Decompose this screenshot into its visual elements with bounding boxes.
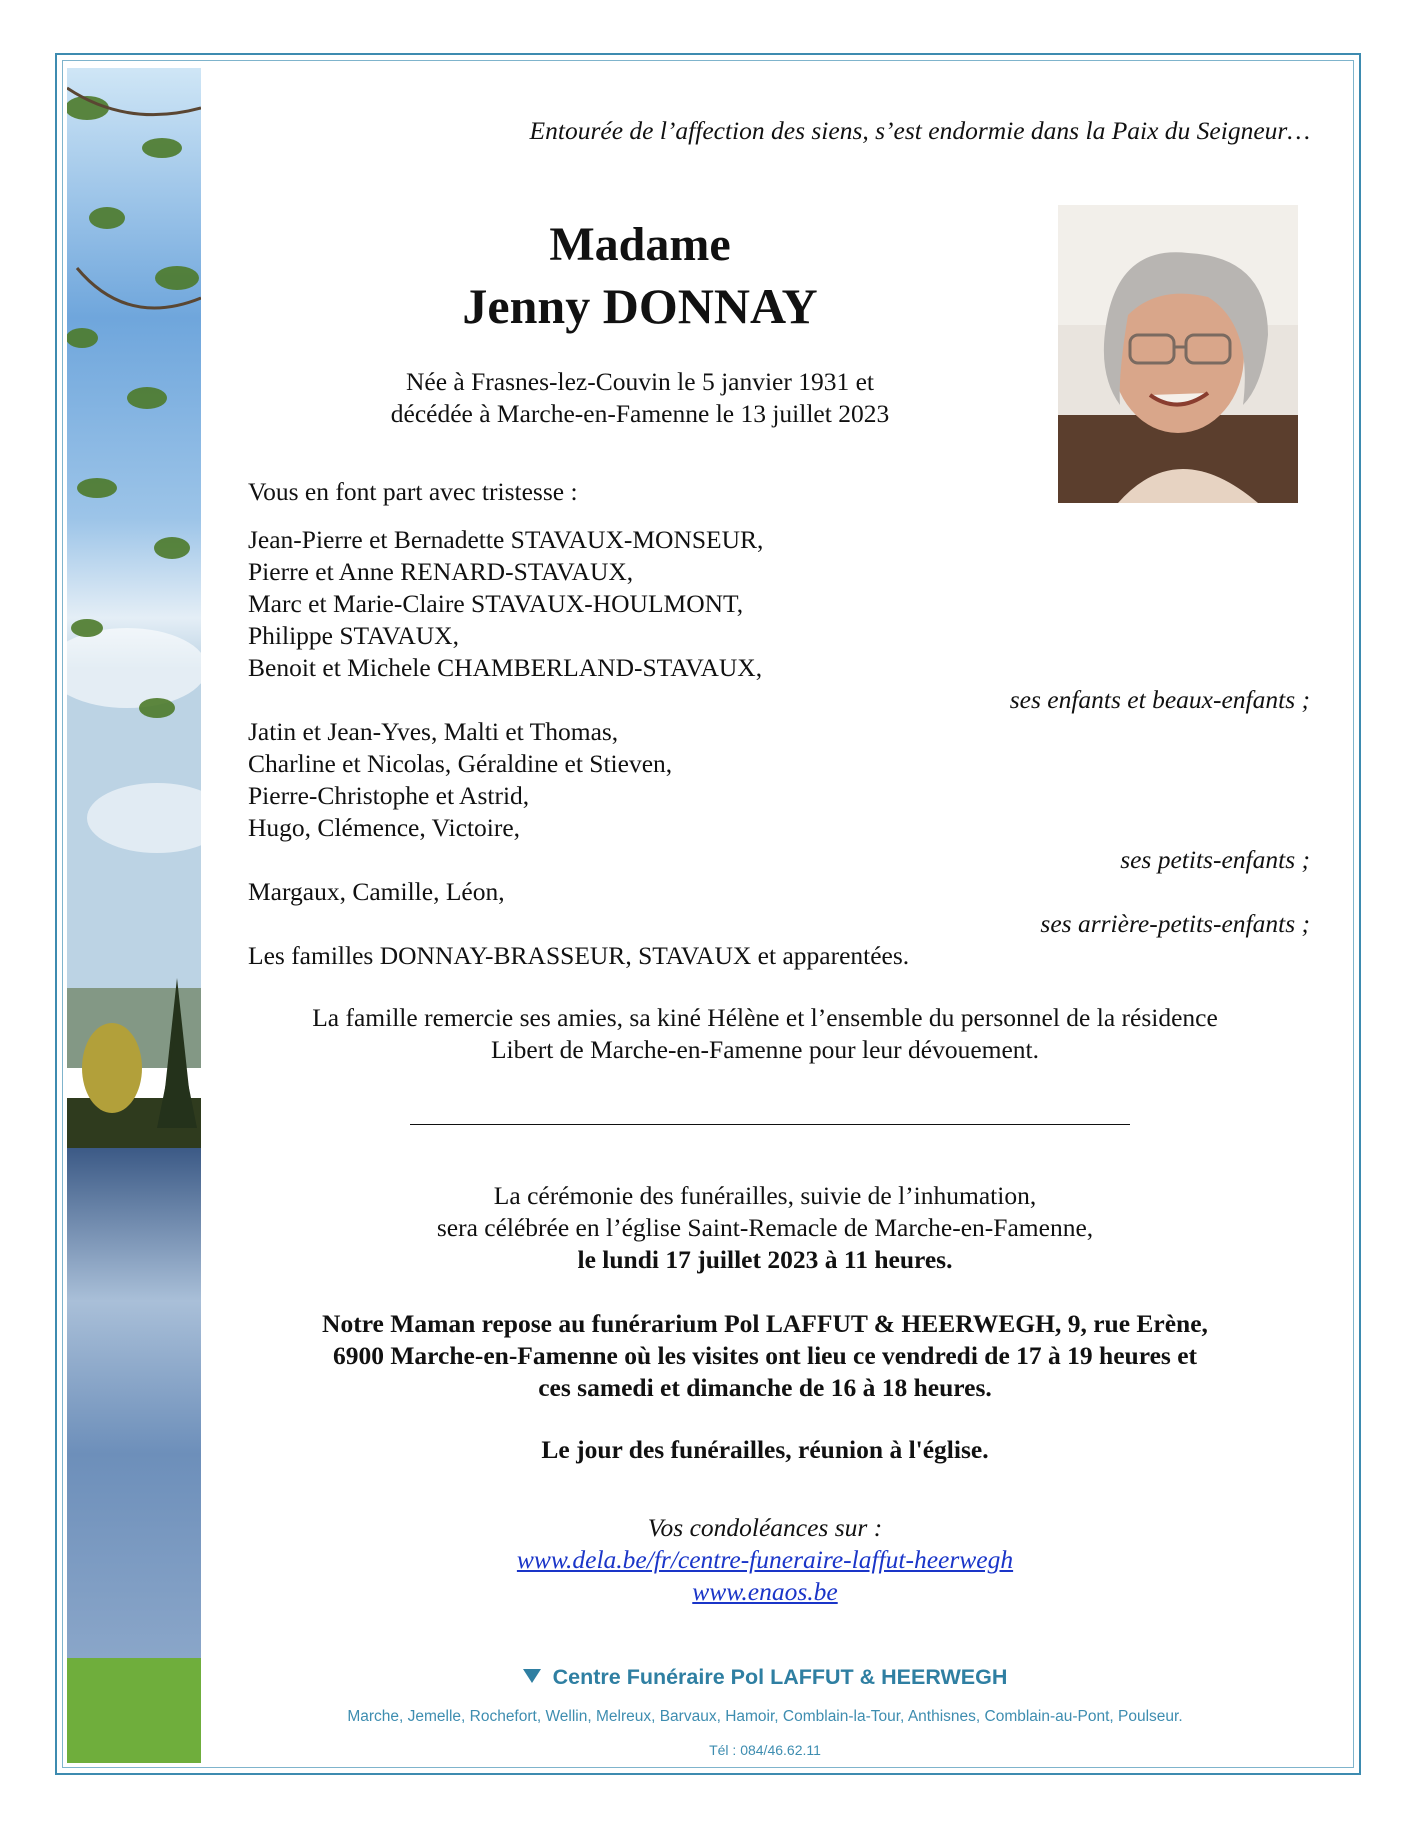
death-line: décédée à Marche-en-Famenne le 13 juillet 2023 — [390, 399, 890, 428]
thanks-line: La famille remercie ses amies, sa kiné Hélène et l’ensemble du personnel de la résidence — [312, 1003, 1218, 1032]
triangle-down-icon — [523, 1669, 541, 1683]
great-grandchildren: Margaux, Camille, Léon, — [248, 877, 505, 906]
nature-photo-strip — [67, 68, 201, 1763]
list-item: Jean-Pierre et Bernadette STAVAUX-MONSEUR, — [248, 525, 764, 554]
condolences-link-dela[interactable]: www.dela.be/fr/centre-funeraire-laffut-heerwegh — [516, 1545, 1014, 1574]
condolences-label: Vos condoléances sur : — [647, 1513, 883, 1542]
repose-line: Notre Maman repose au funérarium Pol LAFFUT & HEERWEGH, 9, rue Erène, — [322, 1309, 1208, 1338]
great-grandchildren-label: ses arrière-petits-enfants ; — [1040, 909, 1310, 938]
list-item: Pierre et Anne RENARD-STAVAUX, — [248, 557, 634, 586]
list-item: Pierre-Christophe et Astrid, — [248, 781, 530, 810]
ceremony-date: le lundi 17 juillet 2023 à 11 heures. — [577, 1245, 953, 1274]
list-item: Charline et Nicolas, Géraldine et Stieven, — [248, 749, 673, 778]
ceremony-line: sera célébrée en l’église Saint-Remacle de Marche-en-Famenne, — [436, 1213, 1094, 1242]
meeting-text: Le jour des funérailles, réunion à l'église. — [541, 1435, 989, 1464]
funeral-home-locations: Marche, Jemelle, Rochefort, Wellin, Melreux, Barvaux, Hamoir, Comblain-la-Tour, Anthisnes, Comblain-au-Pont, Poulseur. — [347, 1708, 1183, 1725]
honorific: Madame — [549, 218, 731, 271]
funeral-home-phone: Tél : 084/46.62.11 — [709, 1742, 821, 1758]
deceased-name: Jenny DONNAY — [462, 278, 818, 334]
divider-line — [410, 1124, 1130, 1125]
list-item: Jatin et Jean-Yves, Malti et Thomas, — [248, 717, 619, 746]
list-item: Marc et Marie-Claire STAVAUX-HOULMONT, — [248, 589, 744, 618]
birth-line: Née à Frasnes-lez-Couvin le 5 janvier 1931 et — [405, 367, 875, 396]
announce-text: Vous en font part avec tristesse : — [248, 477, 578, 506]
condolences-link-enaos[interactable]: www.enaos.be — [692, 1577, 838, 1606]
list-item: Hugo, Clémence, Victoire, — [248, 813, 521, 842]
ceremony-line: La cérémonie des funérailles, suivie de l’inhumation, — [493, 1181, 1037, 1210]
grandchildren-label: ses petits-enfants ; — [1120, 845, 1310, 874]
intro-text: Entourée de l’affection des siens, s’est endormie dans la Paix du Seigneur… — [529, 116, 1310, 145]
list-item: Philippe STAVAUX, — [248, 621, 459, 650]
families-text: Les familles DONNAY-BRASSEUR, STAVAUX et apparentées. — [248, 941, 910, 970]
list-item: Benoit et Michele CHAMBERLAND-STAVAUX, — [248, 653, 763, 682]
funeral-home-title: Centre Funéraire Pol LAFFUT & HEERWEGH — [220, 1665, 1310, 1690]
repose-line: ces samedi et dimanche de 16 à 18 heures. — [538, 1373, 992, 1402]
children-list — [248, 524, 763, 684]
children-label: ses enfants et beaux-enfants ; — [1009, 685, 1310, 714]
repose-line: 6900 Marche-en-Famenne où les visites ont lieu ce vendredi de 17 à 19 heures et — [332, 1341, 1198, 1370]
portrait-photo — [1058, 205, 1298, 503]
thanks-line: Libert de Marche-en-Famenne pour leur dévouement. — [490, 1035, 1040, 1064]
grandchildren-list — [248, 716, 672, 844]
